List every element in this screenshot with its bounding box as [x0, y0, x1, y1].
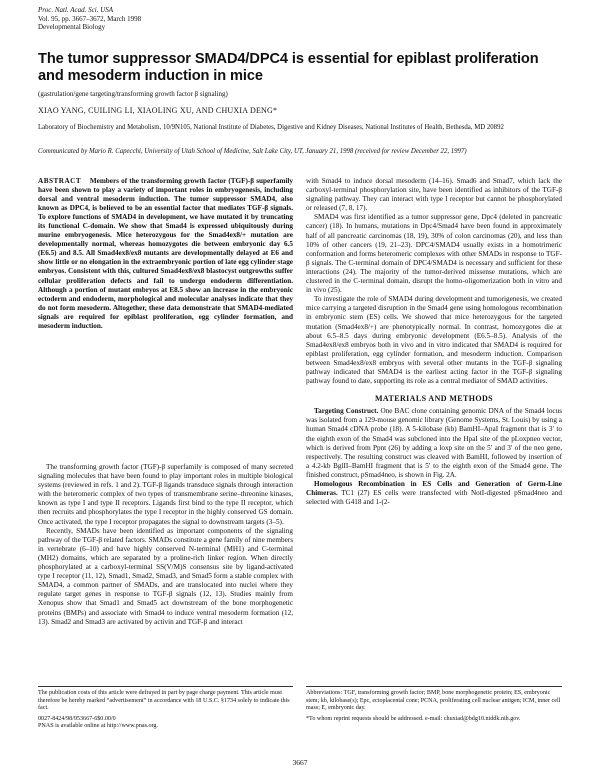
- right-column: [306, 177, 562, 507]
- authors: XIAO YANG, CUILING LI, XIAOLING XU, AND CHUXIA DENG*: [38, 106, 278, 115]
- publication-costs-note: The publication costs of this article were defrayed in part by page charge payment. This article must therefore be hereby marked “advertisement” in accordance with 18 U.S.C. §1734 solely to indicate this fact.: [38, 690, 290, 712]
- page-number: 3667: [292, 758, 308, 767]
- keywords: (gastrulation/gene targeting/transforming growth factor β signaling): [38, 90, 228, 98]
- footnote-left: [38, 690, 293, 731]
- introduction: [38, 463, 293, 627]
- intro-paragraph: The transforming growth factor (TGF)-β superfamily is composed of many secreted signaling molecules that have been found to play important roles in multiple biological systems (reviewed in refs. 1 and 2). TGF-β ligands transduce signals through interaction with the heteromeric complex of two types of transmembrane serine–threonine kinases, known as type I and type II receptors. Ligands first bind to the type II receptor, which then recruits and phosphorylates the type I receptor in the highly conserved GS domain. Once activated, the type I receptor propagates the signal to downstream targets (3–5).: [38, 463, 293, 526]
- footnote-right: [306, 690, 562, 723]
- section-heading: MATERIALS AND METHODS: [374, 394, 494, 404]
- methods-subheading: Homologous Recombination in ES Cells and Generation of Germ-Line Chimeras.: [306, 480, 562, 498]
- abstract-label: ABSTRACT: [38, 177, 82, 185]
- communicated-by: Communicated by Mario R. Capecchi, University of Utah School of Medicine, Salt Lake City, UT, January 21, 1998 (received for review December 22, 1997): [38, 148, 467, 155]
- intro-paragraph: Recently, SMADs have been identified as important components of the signaling pathway of the TGF-β related factors. SMADs constitute a gene family of nine members in vertebrate (6–10) and have highly conserved N-terminal (MH1) and C-terminal (MH2) domains, which are separated by a proline-rich linker region. When directly phosphorylated at a carboxyl-terminal SS(V/M)S consensus site by ligand-activated type I receptor (11, 12), Smad1, Smad2, Smad3, and Smad5 form a stable complex with SMAD4, a common partner of SMADs, and are translocated into nuclei where they regulate target genes in response to TGF-β signals (12, 13). Studies mainly from Xenopus show that Smad1 and Smad5 act downstream of the bone morphogenetic proteins (BMPs) and associate with Smad4 to induce ventral mesoderm formation (12, 13). Smad2 and Smad3 are activated by activin and TGF-β and interact: [38, 526, 293, 626]
- pnas-online-note: PNAS is available online at http://www.pnas.org.: [38, 723, 158, 730]
- abstract-text: Members of the transforming growth factor (TGF)-β superfamily have been shown to play a variety of important roles in embryogenesis, including dorsal and ventral mesoderm induction. The tumor suppressor SMAD4, also known as DPC4, is believed to be an essential factor that mediates TGF-β signals. To explore functions of SMAD4 in development, we have mutated it by truncating its functional C-domain. We show that Smad4 is expressed ubiquitously during murine embryogenesis. Mice heterozygous for the Smad4ex8/+ mutation are developmentally normal, whereas homozygotes die between embryonic day 6.5 (E6.5) and 8.5. All Smad4ex8/ex8 mutants are developmentally delayed at E6 and show little or no elongation in the extraembryonic portion of late egg cylinder stage embryos. Consistent with this, cultured Smad4ex8/ex8 blastocyst outgrowths suffer cellular proliferation defects and fail to undergo endoderm differentiation. Although a portion of mutant embryos at E8.5 show an increase in the embryonic ectoderm and endoderm, morphological and molecular analyses indicate that they do not form mesoderm. Altogether, these data demonstrate that SMAD4-mediated signals are required for epiblast proliferation, egg cylinder formation, and mesoderm induction.: [38, 177, 293, 330]
- copyright-code: 0027-8424/98/953667-6$0.00/0: [38, 715, 116, 722]
- methods-paragraph: [306, 480, 562, 507]
- methods-text: TC1 (27) ES cells were transfected with NotI-digested pSmad4neo and selected with G418 and 1-(2-: [306, 489, 562, 507]
- intro-paragraph: SMAD4 was first identified as a tumor suppressor gene, Dpc4 (deleted in pancreatic cancer) (18). In humans, mutations in Dpc4/Smad4 have been found in approximately half of all pancreatic carcinomas (18, 19), 30% of colon carcinomas (20), and less than 10% of other cancers (19, 21–23). DPC4/SMAD4 usually exists in a homotrimeric conformation and forms heteromeric complexes with other SMADs in response to TGF-β signals. The C-terminal domain of DPC4/SMAD4 is necessary and sufficient for these interactions (24). The majority of the tumor-derived missense mutations, which are clustered in the C-terminal domain, disrupt the homo-oligomerization both in vitro and in vivo (25).: [306, 213, 562, 295]
- affiliation: Laboratory of Biochemistry and Metabolism, 10/9N105, National Institute of Diabetes, Digestive and Kidney Diseases, National Institutes of Health, Bethesda, MD 20892: [38, 124, 504, 131]
- intro-paragraph: To investigate the role of SMAD4 during development and tumorigenesis, we created mice carrying a targeted disruption in the Smad4 gene using homologous recombination in embryonic stem (ES) cells. We showed that mice heterozygous for the targeted mutation (Smad4ex8/+) are phenotypically normal. In contrast, homozygotes die at about 6.5–8.5 days during embryonic development (E6.5–8.5). Analysis of the Smad4ex8/ex8 embryos both in vivo and in vitro indicated that SMAD4 is required for epiblast proliferation, egg cylinder formation, and mesoderm induction. Comparison between Smad4ex8/ex8 embryos with several other mutants in the TGF-β signaling pathway indicated that SMAD4 is the earliest acting factor in the TGF-β signaling pathway found to date, supporting its role as a central mediator of SMAD activities.: [306, 295, 562, 386]
- journal-section: Developmental Biology: [38, 23, 106, 31]
- correspondence: *To whom reprint requests should be addressed. e-mail: chuxiad@bdg10.niddk.nih.gov.: [306, 715, 521, 722]
- abbreviations: Abbreviations: TGF, transforming growth factor; BMP, bone morphogenetic protein; ES, embryonic stem; kb, kilobase(s); Epc, ectoplacental cone; PCNA, proliferating cell nuclear antigen; ICM, inner cell mass; E, embryonic day.: [306, 690, 561, 712]
- intro-paragraph: with Smad4 to induce dorsal mesoderm (14–16). Smad6 and Smad7, which lack the carboxyl-terminal phosphorylation site, have been identified as inhibitors of the TGF-β signaling pathway. They can interact with type I receptor but cannot be phosphorylated or released (7, 8, 17).: [306, 177, 562, 213]
- article-title: The tumor suppressor SMAD4/DPC4 is essential for epiblast proliferation and mesoderm induction in mice: [38, 51, 539, 84]
- methods-subheading: Targeting Construct.: [314, 407, 379, 416]
- journal-header: [38, 6, 141, 32]
- journal-volume: Vol. 95, pp. 3667–3672, March 1998: [38, 14, 142, 23]
- footnote-divider: [306, 686, 562, 687]
- methods-paragraph: [306, 407, 562, 480]
- methods-text: One BAC clone containing genomic DNA of the Smad4 locus was isolated from a 129-mouse genomic library (Genome Systems, St. Louis) by using a human Smad4 cDNA probe (18). A 5-kilobase (kb) BamHI–ApaI fragment that is 3′ to the eighth exon of the Smad4 was subcloned into the HpaI site of the pLoxpneo vector, which is derived from Ppnt (26) by adding a loxp site on the 5′ and 3′ of the neo gene, respectively. The resulting construct was cleaved with BamHI, followed by insertion of a 4.2-kb BglII–BamHI fragment that is 5′ to the eighth exon of the Smad4 gene. The finished construct, pSmad4neo, is shown in Fig. 2A.: [306, 407, 562, 479]
- footnote-divider: [38, 686, 293, 687]
- abstract: [38, 177, 293, 331]
- journal-name: Proc. Natl. Acad. Sci. USA: [38, 6, 114, 14]
